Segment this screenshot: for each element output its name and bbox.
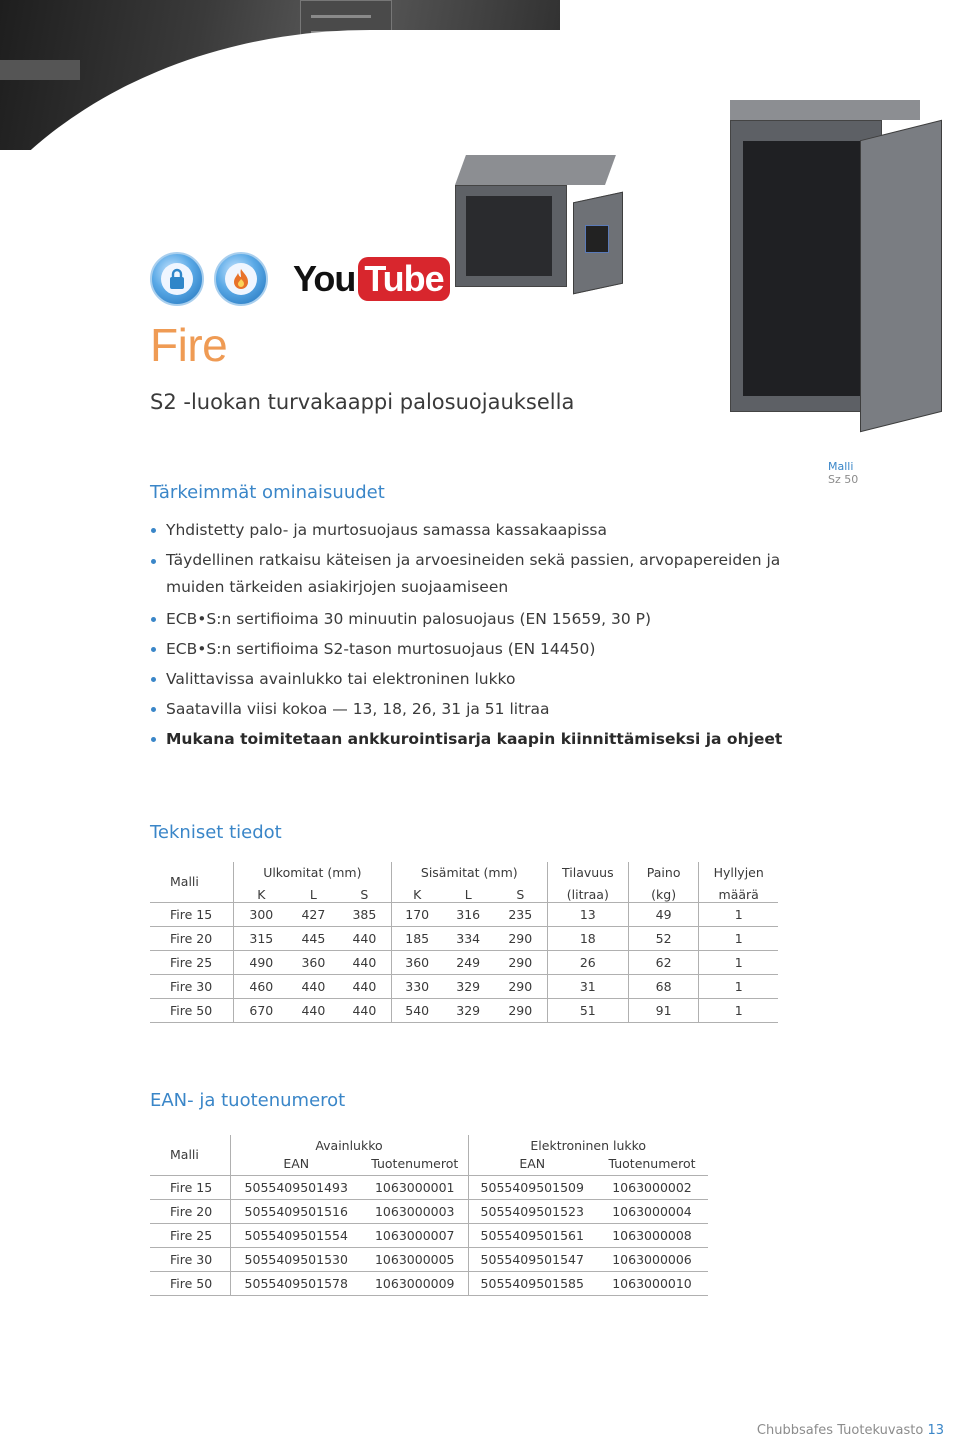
fire-icon[interactable] [214, 252, 268, 306]
table-row: Fire 30 5055409501530 1063000005 5055409501547 1063000006 [150, 1247, 708, 1271]
col-header-shelves: Hyllyjen [699, 862, 778, 880]
ean-heading: EAN- ja tuotenumerot [150, 1090, 346, 1111]
col-header-inner: Sisämitat (mm) [391, 862, 547, 880]
page-subtitle: S2 -luokan turvakaappi palosuojauksella [150, 390, 575, 414]
list-item: Yhdistetty palo- ja murtosuojaus samassa kassakaapissa [150, 515, 790, 545]
table-row: Fire 30 460 440 440 330 329 290 31 68 1 [150, 974, 778, 998]
page-footer: Chubbsafes Tuotekuvasto 13 [756, 1423, 944, 1438]
bullet-icon [151, 647, 156, 652]
page-title: Fire [150, 319, 228, 371]
col-header-key-lock: Avainlukko [230, 1135, 468, 1153]
list-item: Valittavissa avainlukko tai elektroninen lukko [150, 664, 790, 694]
bullet-icon [151, 677, 156, 682]
list-item: ECB•S:n sertifioima 30 minuutin palosuojaus (EN 15659, 30 P) [150, 604, 790, 634]
bullet-icon [151, 617, 156, 622]
features-heading: Tärkeimmät ominaisuudet [150, 482, 385, 503]
table-row: Fire 50 5055409501578 1063000009 5055409501585 1063000010 [150, 1271, 708, 1295]
table-row: Fire 20 315 445 440 185 334 290 18 52 1 [150, 926, 778, 950]
bullet-icon [151, 707, 156, 712]
col-header-weight: Paino [628, 862, 698, 880]
page-number: 13 [927, 1423, 944, 1438]
table-row: Fire 15 5055409501493 1063000001 5055409501509 1063000002 [150, 1175, 708, 1199]
tech-heading: Tekniset tiedot [150, 822, 282, 843]
safe-large-image [730, 100, 945, 410]
col-header-malli: Malli [170, 1147, 199, 1163]
lock-icon[interactable] [150, 252, 204, 306]
list-item: Täydellinen ratkaisu käteisen ja arvoesineiden sekä passien, arvopapereiden ja muiden tärkeiden asiakirjojen suojaamiseen [150, 545, 790, 604]
col-header-electronic-lock: Elektroninen lukko [468, 1135, 708, 1153]
list-item: ECB•S:n sertifioima S2-tason murtosuojaus (EN 14450) [150, 634, 790, 664]
col-header-volume: Tilavuus [547, 862, 628, 880]
table-row: Fire 20 5055409501516 1063000003 5055409501523 1063000004 [150, 1199, 708, 1223]
table-row: Fire 50 670 440 440 540 329 290 51 91 1 [150, 998, 778, 1022]
features-list [150, 515, 790, 754]
model-tag: Malli Sz 50 [828, 460, 859, 486]
youtube-logo[interactable]: You Tube [293, 256, 450, 302]
bullet-icon [151, 737, 156, 742]
tech-table: Malli Ulkomitat (mm) Sisämitat (mm) Tilavuus Paino Hyllyjen K L S K L S (litraa) (kg) määrä Fire 15 300 427 385 170 316 235 13 49 1 Fire 20 315 445 440 185 334 290 18 52 1 Fire 25 490 360 440 360 249 290 26 62 1 Fire 30 460 440 440 330 329 290 31 68 1 Fire 50 670 440 440 540 329 290 51 91 1 [150, 862, 778, 1023]
keypad-icon [585, 225, 609, 253]
table-row: Fire 15 300 427 385 170 316 235 13 49 1 [150, 902, 778, 926]
list-item: Mukana toimitetaan ankkurointisarja kaapin kiinnittämiseksi ja ohjeet [150, 724, 790, 754]
bullet-icon [151, 528, 156, 533]
col-header-malli: Malli [170, 874, 199, 890]
ean-table: Malli Avainlukko Elektroninen lukko EAN Tuotenumerot EAN Tuotenumerot Fire 15 5055409501493 1063000001 5055409501509 1063000002 Fire 20 5055409501516 1063000003 5055409501523 1063000004 Fire 25 5055409501554 1063000007 5055409501561 1063000008 Fire 30 5055409501530 1063000005 5055409501547 1063000006 Fire 50 5055409501578 1063000009 5055409501585 1063000010 [150, 1135, 708, 1296]
col-header-outer: Ulkomitat (mm) [233, 862, 391, 880]
table-row: Fire 25 5055409501554 1063000007 5055409501561 1063000008 [150, 1223, 708, 1247]
safe-small-image [455, 155, 615, 285]
table-row: Fire 25 490 360 440 360 249 290 26 62 1 [150, 950, 778, 974]
list-item: Saatavilla viisi kokoa — 13, 18, 26, 31 ja 51 litraa [150, 694, 790, 724]
bullet-icon [151, 559, 156, 564]
